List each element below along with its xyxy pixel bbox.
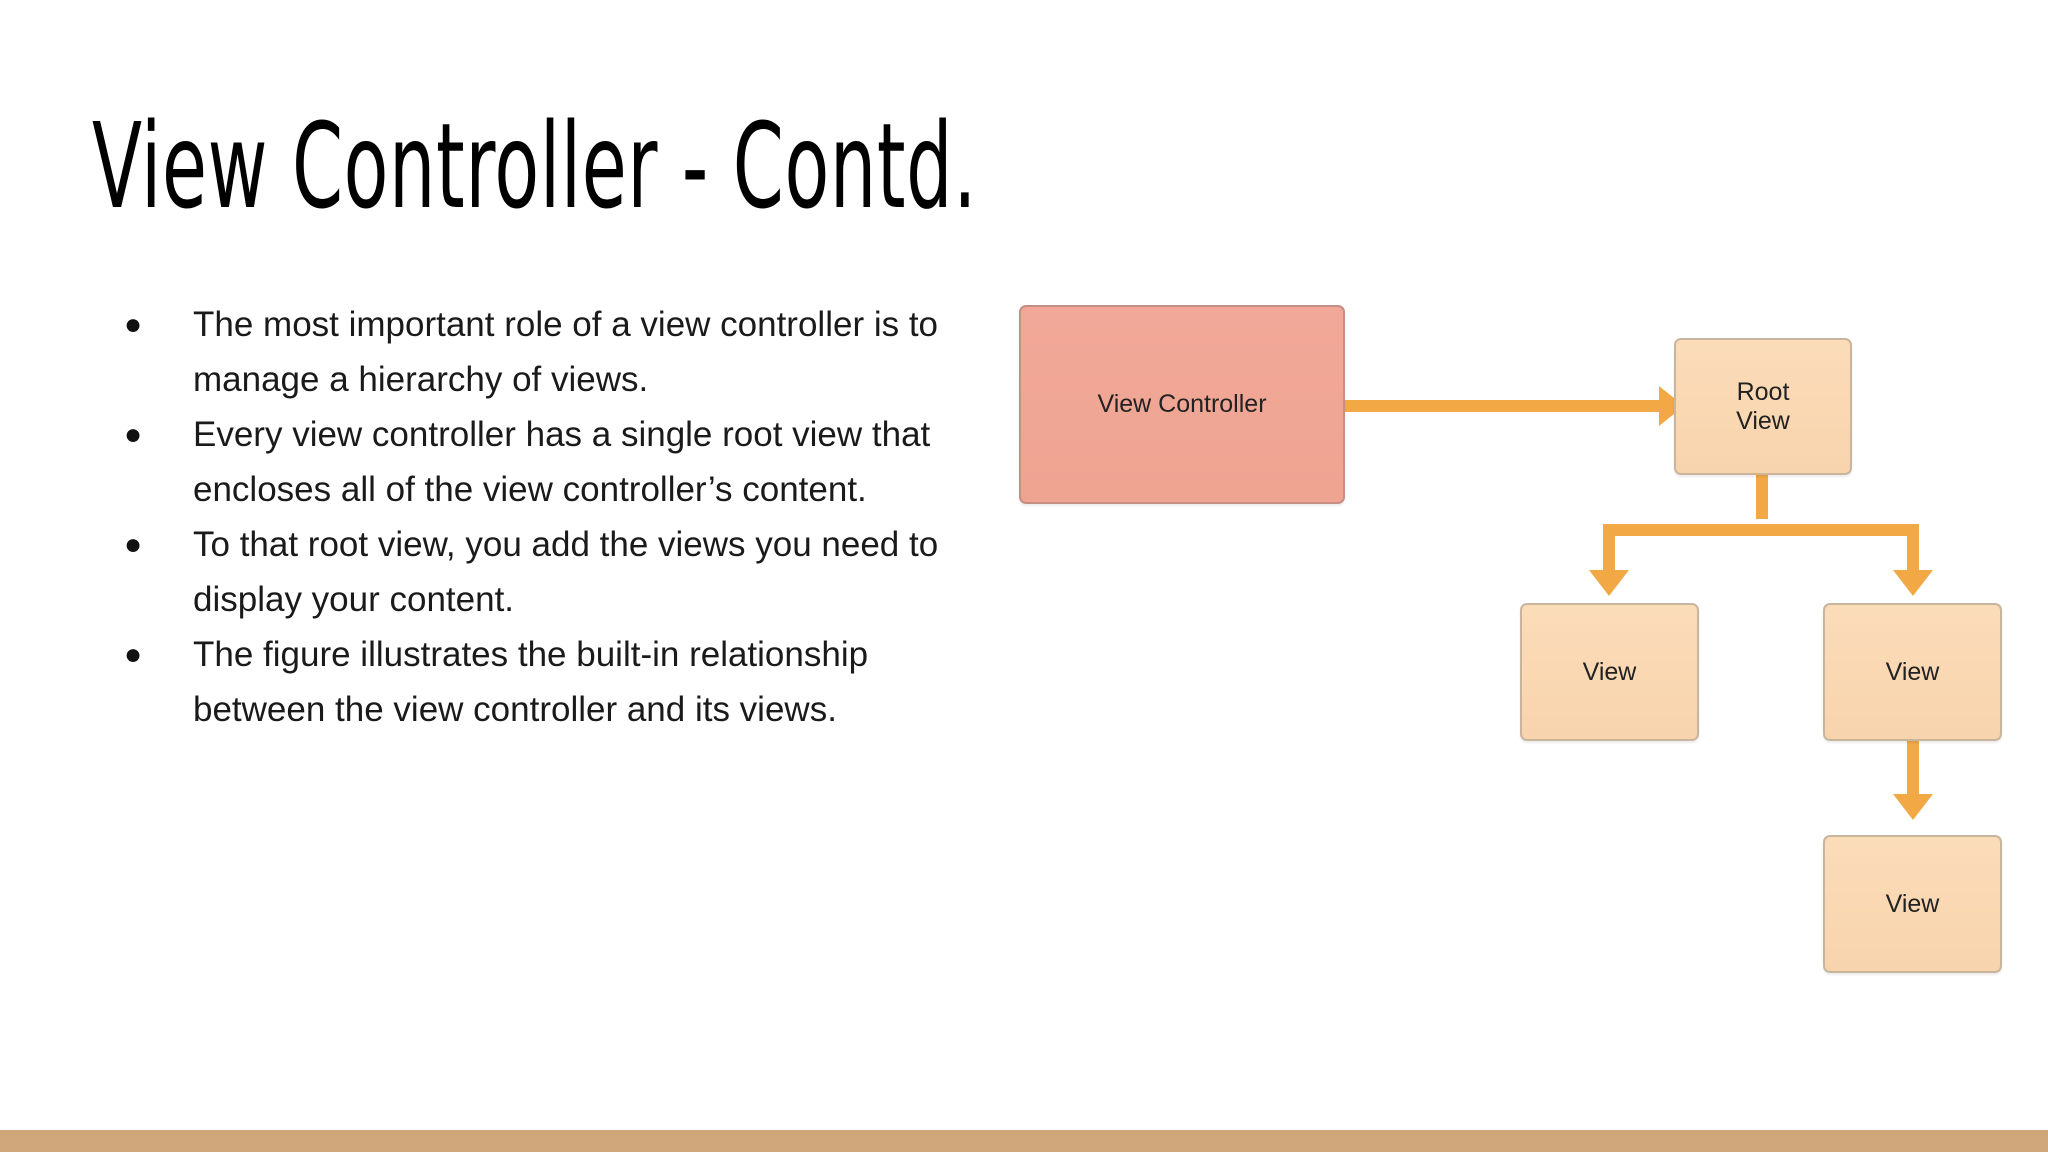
view-controller-node: View Controller <box>1019 305 1345 504</box>
bullet-dot-icon: ● <box>124 308 143 341</box>
left-branch-shaft <box>1603 524 1615 574</box>
branch-connector <box>1603 524 1919 536</box>
right-branch-arrowhead-icon <box>1893 570 1933 596</box>
root-trunk-connector <box>1756 475 1768 519</box>
bullet-item <box>120 407 980 517</box>
bullet-item <box>120 297 980 407</box>
right-branch-shaft <box>1907 524 1919 574</box>
bullet-dot-icon: ● <box>124 638 143 671</box>
bullet-item <box>120 517 980 627</box>
footer-bar <box>0 1130 2048 1152</box>
bullet-text: Every view controller has a single root view that encloses all of the view controller’s content. <box>193 415 931 509</box>
bullet-dot-icon: ● <box>124 418 143 451</box>
view-node-bottom: View <box>1823 835 2002 973</box>
bullet-text: The figure illustrates the built-in relationship between the view controller and its views. <box>193 635 869 729</box>
lower-branch-shaft <box>1907 740 1919 798</box>
slide-title: View Controller - Contd. <box>92 97 978 235</box>
left-branch-arrowhead-icon <box>1589 570 1629 596</box>
view-node-right: View <box>1823 603 2002 741</box>
lower-branch-arrowhead-icon <box>1893 794 1933 820</box>
bullet-text: The most important role of a view controller is to manage a hierarchy of views. <box>193 305 939 399</box>
bullet-list <box>120 297 980 737</box>
view-hierarchy-diagram <box>1000 290 2020 990</box>
bullet-text: To that root view, you add the views you need to display your content. <box>193 525 939 619</box>
root-view-node: Root View <box>1674 338 1852 475</box>
bullet-item <box>120 627 980 737</box>
view-node-left: View <box>1520 603 1699 741</box>
bullet-dot-icon: ● <box>124 528 143 561</box>
controller-to-root-arrow-shaft <box>1343 400 1663 412</box>
